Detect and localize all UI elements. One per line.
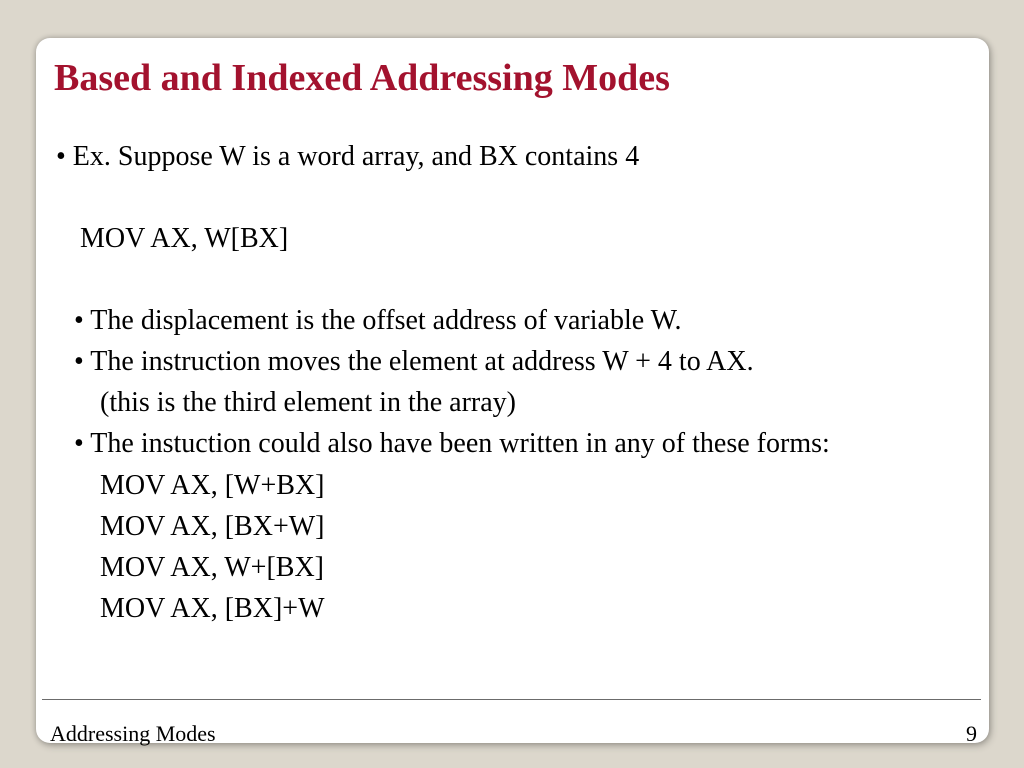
footer-title: Addressing Modes bbox=[50, 721, 216, 746]
bullet-instruction: • The instruction moves the element at address W + 4 to AX. bbox=[74, 346, 754, 377]
slide-title: Based and Indexed Addressing Modes bbox=[54, 57, 670, 99]
code-form-3: MOV AX, W+[BX] bbox=[100, 552, 324, 583]
code-form-2: MOV AX, [BX+W] bbox=[100, 511, 325, 542]
code-form-4: MOV AX, [BX]+W bbox=[100, 593, 325, 624]
code-line-main: MOV AX, W[BX] bbox=[80, 223, 289, 254]
footer-divider bbox=[42, 699, 981, 700]
slide bbox=[36, 38, 989, 746]
note-third-element: (this is the third element in the array) bbox=[100, 387, 516, 418]
bullet-alternative-forms: • The instuction could also have been written in any of these forms: bbox=[74, 428, 830, 459]
bullet-displacement: • The displacement is the offset address of variable W. bbox=[74, 305, 682, 336]
code-form-1: MOV AX, [W+BX] bbox=[100, 470, 325, 501]
page-number: 9 bbox=[966, 721, 977, 746]
bullet-example: • Ex. Suppose W is a word array, and BX contains 4 bbox=[56, 141, 640, 172]
